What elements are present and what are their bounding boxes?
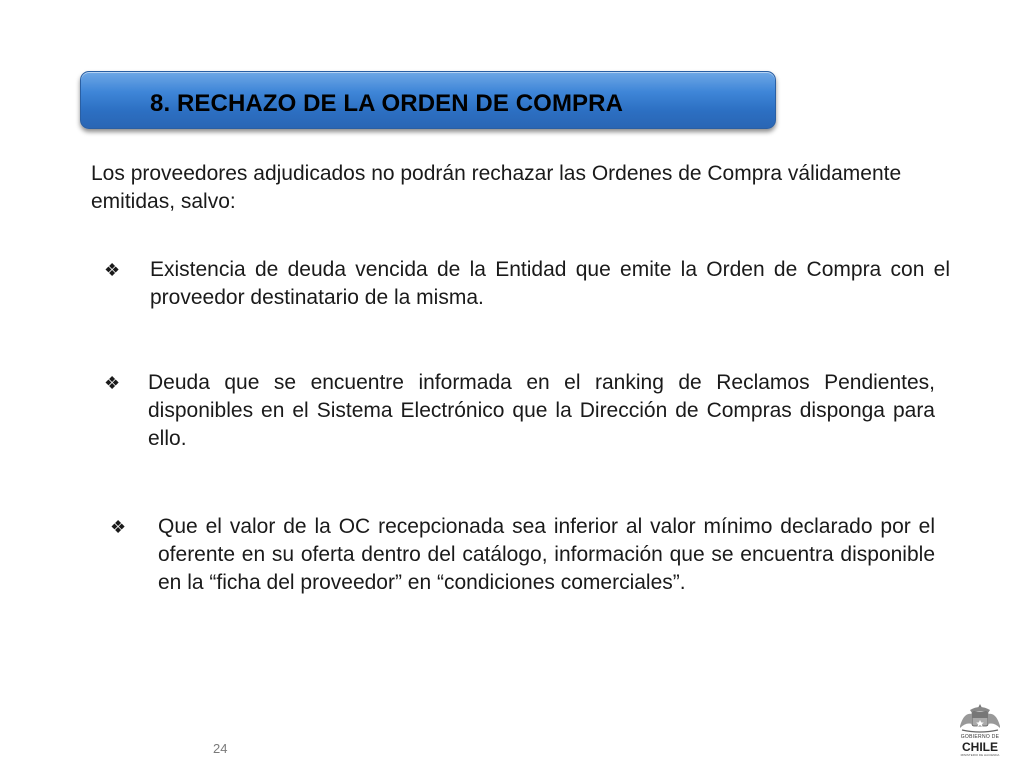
logo-line3: MINISTERIO DE HACIENDA	[960, 753, 1000, 757]
diamond-bullet-icon: ❖	[104, 373, 121, 393]
bullet-text: Existencia de deuda vencida de la Entidad que emite la Orden de Compra con el proveedor destinatario de la misma.	[150, 258, 950, 309]
bullet-text: Deuda que se encuentre informada en el ranking de Reclamos Pendientes, disponibles en el Sistema Electrónico que la Dirección de Compras disponga para ello.	[148, 371, 935, 450]
slide-title: 8. RECHAZO DE LA ORDEN DE COMPRA	[150, 90, 624, 117]
diamond-bullet-icon: ❖	[104, 260, 121, 280]
bullet-text: Que el valor de la OC recepcionada sea inferior al valor mínimo declarado por el oferente en su oferta dentro del catálogo, información que se encuentra disponible en la “ficha del proveedor” en “condiciones comerciales”.	[158, 515, 935, 594]
logo-line1: GOBIERNO DE	[960, 734, 1000, 740]
intro-paragraph: Los proveedores adjudicados no podrán rechazar las Ordenes de Compra válidamente emitidas, salvo:	[91, 162, 902, 213]
page-number: 24	[213, 741, 228, 756]
coat-of-arms-icon	[952, 700, 1008, 734]
logo-line2: CHILE	[962, 740, 998, 754]
diamond-bullet-icon: ❖	[110, 517, 127, 537]
government-logo	[952, 700, 1008, 758]
